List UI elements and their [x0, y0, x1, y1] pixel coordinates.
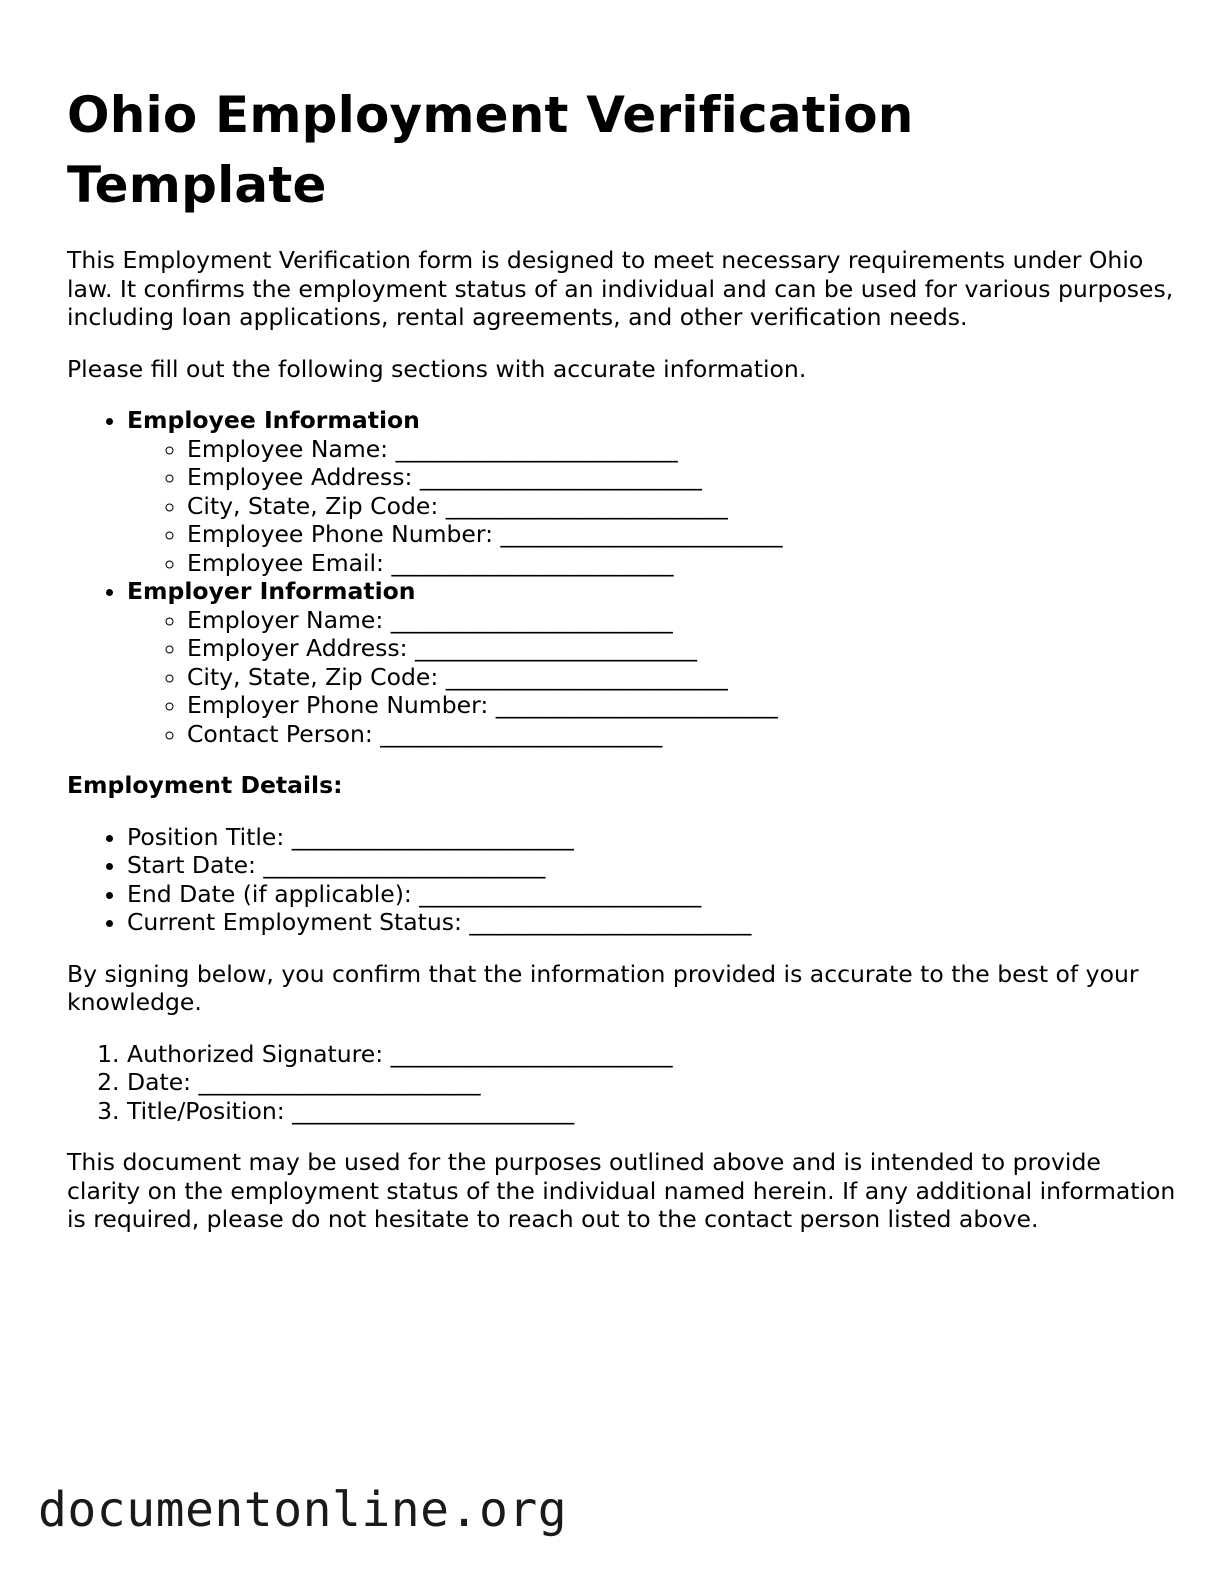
- end-date-field[interactable]: • End Date (if applicable): ________________________: [127, 880, 1177, 909]
- employment-details-heading: Employment Details:: [67, 771, 343, 799]
- intro-paragraph: This Employment Verification form is designed to meet necessary requirements under Ohio law. It confirms the employment status of an individual and can be used for various purposes, including loan applications, rental agreements, and other verification needs.: [67, 246, 1174, 331]
- employer-phone-field[interactable]: ◦ Employer Phone Number: ________________________: [187, 691, 1177, 720]
- contact-person-field[interactable]: ◦ Contact Person: ________________________: [187, 720, 1177, 749]
- party-information-list: [67, 406, 1177, 748]
- employee-city-state-zip-field[interactable]: ◦ City, State, Zip Code: ________________________: [187, 492, 1177, 521]
- signer-title-field[interactable]: 3. Title/Position: ________________________: [127, 1097, 1177, 1126]
- employee-section-label: Employee Information: [127, 406, 420, 434]
- closing-paragraph: This document may be used for the purposes outlined above and is intended to provide clarity on the employment status of the individual named herein. If any additional information is required, please do not hesitate to reach out to the contact person listed above.: [67, 1148, 1176, 1233]
- employee-field-list: [127, 435, 1177, 578]
- employee-email-field[interactable]: ◦ Employee Email: ________________________: [187, 549, 1177, 578]
- signature-date-field[interactable]: 2. Date: ________________________: [127, 1068, 1177, 1097]
- employee-phone-field[interactable]: ◦ Employee Phone Number: ________________________: [187, 520, 1177, 549]
- employer-information-section: [127, 577, 1177, 748]
- start-date-field[interactable]: • Start Date: ________________________: [127, 851, 1177, 880]
- page-title: Ohio Employment Verification Template: [67, 86, 914, 214]
- employer-section-label: Employer Information: [127, 577, 416, 605]
- instruction-paragraph: Please fill out the following sections with accurate information.: [67, 354, 807, 383]
- employer-field-list: [127, 606, 1177, 749]
- employee-information-section: [127, 406, 1177, 577]
- document-page: [67, 80, 1177, 1234]
- authorized-signature-field[interactable]: 1. Authorized Signature: ________________________: [127, 1040, 1177, 1069]
- employee-address-field[interactable]: ◦ Employee Address: ________________________: [187, 463, 1177, 492]
- employer-name-field[interactable]: ◦ Employer Name: ________________________: [187, 606, 1177, 635]
- employer-city-state-zip-field[interactable]: ◦ City, State, Zip Code: ________________________: [187, 663, 1177, 692]
- watermark-text: documentonline.org: [38, 1482, 568, 1538]
- confirmation-paragraph: By signing below, you confirm that the information provided is accurate to the best of your knowledge.: [67, 959, 1139, 1016]
- employee-name-field[interactable]: ◦ Employee Name: ________________________: [187, 435, 1177, 464]
- employment-details-list: [67, 823, 1177, 937]
- signature-list: [67, 1040, 1177, 1126]
- position-title-field[interactable]: • Position Title: ________________________: [127, 823, 1177, 852]
- employment-status-field[interactable]: • Current Employment Status: ________________________: [127, 908, 1177, 937]
- employer-address-field[interactable]: ◦ Employer Address: ________________________: [187, 634, 1177, 663]
